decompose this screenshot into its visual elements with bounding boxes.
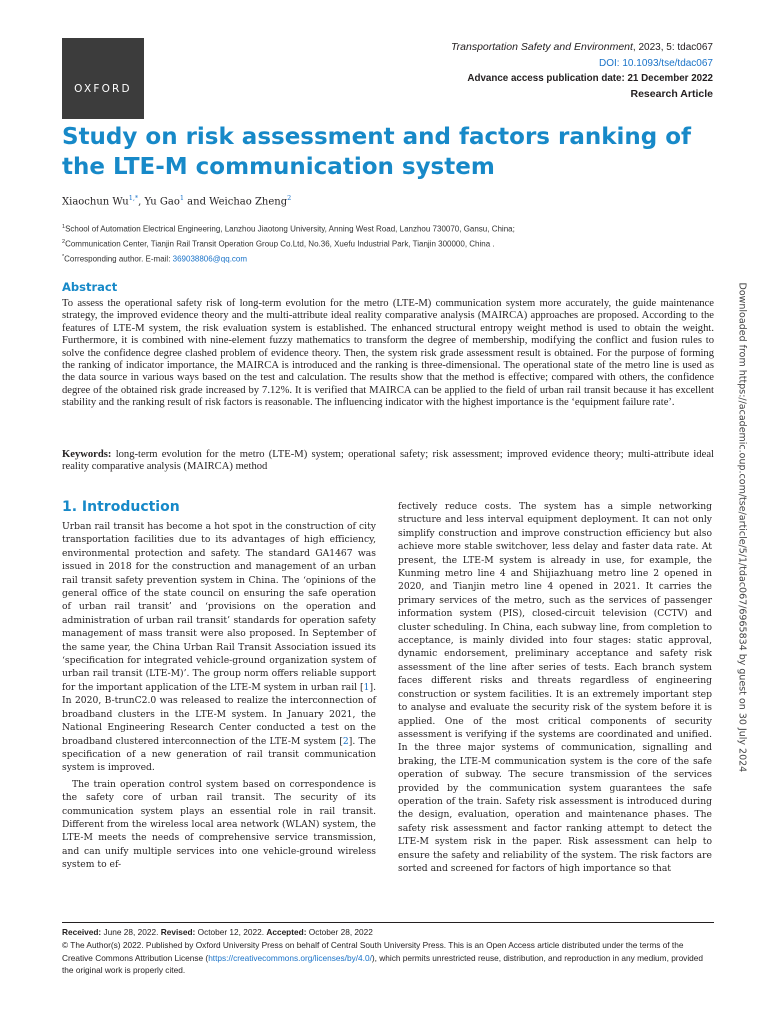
journal-name: Transportation Safety and Environment bbox=[451, 41, 633, 53]
advance-access-date: Advance access publication date: 21 December 2022 bbox=[467, 73, 713, 84]
abstract-text: To assess the operational safety risk of long-term evolution for the metro (LTE-M) communication system more accurately, the guide maintenance strategy, the improved evidence theory and the multi-attribute ideal reality comparative analysis (MAIRCA) approaches are proposed. According to the features of LTE-M system, the risk evaluation system is established. The enhanced structural entropy weight method is used to obtain the weight. Furthermore, it is combined with nine-element fuzzy mathematics to transform the degree of membership, modifying the conflict and fusion rules to solve the confidence degree clashed problem of evidence theory. Then, the system risk grade assessment result is obtained. For the purpose of forming the ranking of indicator importance, the MAIRCA is introduced and the ranking is three-dimensional. The operational state of the metro line is used as the data source in various ways based on the test and calculation. The results show that the method is effective; compared with others, the confidence degree of the obtained risk grade increased by 7.12%. It is verified that MAIRCA can be applied to the field of urban rail transit because it has excellent stability and the ranking result of risk factors is reasonable. The influencing indicator with the highest importance is the ‘equipment failure rate’. bbox=[62, 298, 714, 409]
reference-link[interactable]: 1 bbox=[363, 681, 370, 693]
author-email-link[interactable]: 369038806@qq.com bbox=[172, 254, 248, 264]
oxford-logo[interactable] bbox=[62, 38, 144, 119]
affiliations bbox=[62, 221, 515, 266]
corresponding-author bbox=[62, 251, 515, 266]
accepted-label: Accepted: bbox=[266, 927, 307, 937]
author-separator: , bbox=[138, 196, 145, 208]
section-heading: 1. Introduction bbox=[62, 499, 180, 515]
paragraph: fectively reduce costs. The system has a simple networking structure and less interval equipment deployment. It can not only simplify construction and improve construction efficiency but also achieve more stable switchover, less delay and faster data rate. At present, the LTE-M system is already in use, for example, the Kunming metro line 4 and Shijiazhuang metro line 2 opened in 2020, and Tianjin metro line 4 opened in 2021. It carries the primary services of the metro, such as the services of passenger information system (PIS), closed-circuit television (CCTV) and cluster scheduling. In China, each subway line, from completion to acceptance, is mainly divided into four stages: static approval, dynamic endorsement, preliminary acceptance and safety risk assessment of the line after series of tests. Each branch system faces different risks and threats regardless of engineering construction or system facilities. It is an extremely important step to analyse and evaluate the security risk of the system before it is applied. One of the most critical components of security assessment is verifying if the systems are coordinated and unified. In the three major systems of communication, signalling and braking, the LTE-M communication system is the core of the safe operation of subway. The secure transmission of the services provided by the communication system guarantees the safe operation of the train. Safety risk assessment is introduced during the design, evaluation, operation and maintenance phases. The safety risk assessment and factor ranking attempt to detect the LTE-M system risk in the paper. Risk assessment can help to ensure the safety and reliability of the system. The risk factors are sorted and screened for factors of high importance so that bbox=[398, 501, 712, 874]
affiliation-item bbox=[62, 236, 515, 251]
article-title: Study on risk assessment and factors ranking of the LTE-M communication system bbox=[62, 124, 692, 180]
logo-text: OXFORD bbox=[74, 83, 132, 95]
author-separator: and bbox=[184, 196, 210, 208]
received-date: June 28, 2022. bbox=[101, 927, 161, 937]
doi-link[interactable]: DOI: 10.1093/tse/tdac067 bbox=[599, 57, 713, 69]
article-type: Research Article bbox=[630, 87, 713, 100]
author-marks: 1 bbox=[179, 194, 184, 202]
reference-link[interactable]: 2 bbox=[342, 735, 349, 747]
author-name[interactable]: Xiaochun Wu bbox=[62, 196, 129, 208]
license-notice bbox=[62, 939, 714, 977]
affiliation-item bbox=[62, 221, 515, 236]
journal-citation bbox=[451, 40, 713, 56]
affiliation-text: Communication Center, Tianjin Rail Transit Operation Group Co.Ltd, No.36, Xuefu Industrial Park, Tianjin 300000, China . bbox=[65, 239, 495, 249]
received-label: Received: bbox=[62, 927, 102, 937]
keywords-text: long-term evolution for the metro (LTE-M) system; operational safety; risk assessment; improved evidence theory; multi-attribute ideal reality comparative analysis (MAIRCA) method bbox=[62, 449, 714, 473]
article-meta bbox=[451, 40, 713, 102]
footer-divider bbox=[62, 922, 714, 923]
left-column bbox=[62, 520, 376, 872]
article-dates bbox=[62, 926, 714, 939]
author-marks: 2 bbox=[287, 194, 292, 202]
citation: , 2023, 5: tdac067 bbox=[632, 42, 713, 53]
affiliation-mark: * bbox=[62, 254, 65, 261]
right-column bbox=[398, 500, 712, 875]
author-list bbox=[62, 194, 291, 207]
affiliation-mark: 2 bbox=[62, 239, 66, 246]
license-text: © The Author(s) 2022. Published by Oxford University Press on behalf of Central South University Press. This is an Open Access article distributed under the terms of the Creative Commons Attribution License ( bbox=[62, 939, 684, 963]
paragraph-text: ]. In 2020, B-trunC2.0 was released to realize the interconnection of broadband clusters in the LTE-M system. In January 2021, the National Engineering Research Center conducted a test on the broadband clustered interconnection of the LTE-M system [ bbox=[62, 681, 377, 747]
license-link[interactable]: https://creativecommons.org/licenses/by/4.0/ bbox=[208, 952, 372, 963]
affiliation-text: School of Automation Electrical Engineering, Lanzhou Jiaotong University, Anning West Road, Lanzhou 730070, Gansu, China; bbox=[65, 224, 515, 234]
affiliation-mark: 1 bbox=[62, 224, 66, 230]
paragraph-text: ]. The specification of a new generation of rail transit communication system is improved. bbox=[62, 735, 376, 774]
license-text: ), which permits unrestricted reuse, distribution, and reproduction in any medium, provided the original work is properly cited. bbox=[62, 952, 704, 976]
article-footer bbox=[62, 926, 714, 977]
revised-label: Revised: bbox=[160, 927, 196, 937]
paragraph-text: Urban rail transit has become a hot spot in the construction of city transportation facilities due to its advantages of high efficiency, environmental protection and safety. The standard GA1467 was issued in 2018 for the construction and management of an urban rail transit safety prevention system in China. The ‘opinions of the general office of the state council on ensuring the safe operation of urban rail transit’ and ‘provisions on the operation and administration of urban rail transit’ standards for operation safety management of mass transit were also proposed. In September of the same year, the China Urban Rail Transit Association issued its ‘specification for integrated vehicle-ground organization system of urban rail transit (LTE-M)’. The group norm offers reliable support for the important application of the LTE-M system in urban rail [ bbox=[62, 521, 376, 693]
author-name[interactable]: Weichao Zheng bbox=[209, 196, 288, 208]
paragraph bbox=[62, 520, 376, 775]
abstract-heading: Abstract bbox=[62, 280, 118, 294]
accepted-date: October 28, 2022 bbox=[306, 927, 373, 937]
paragraph: The train operation control system based on correspondence is the safety core of urban rail transit. The security of its communication system plays an essential role in rail transit. Different from the wireless local area network (WLAN) system, the LTE-M meets the needs of comprehensive service transmission, and can unify multiple services into one vehicle-ground wireless system to ef- bbox=[62, 778, 376, 871]
author-marks: 1,* bbox=[128, 194, 139, 202]
affiliation-text: Corresponding author. E-mail: bbox=[64, 254, 173, 264]
keywords-label: Keywords: bbox=[62, 449, 112, 460]
revised-date: October 12, 2022. bbox=[195, 927, 267, 937]
author-name[interactable]: Yu Gao bbox=[144, 196, 180, 208]
keywords bbox=[62, 449, 714, 474]
download-watermark: Downloaded from https://academic.oup.com/tse/article/5/1/tdac067/6965834 by guest on 30 July 2024 bbox=[736, 282, 748, 773]
